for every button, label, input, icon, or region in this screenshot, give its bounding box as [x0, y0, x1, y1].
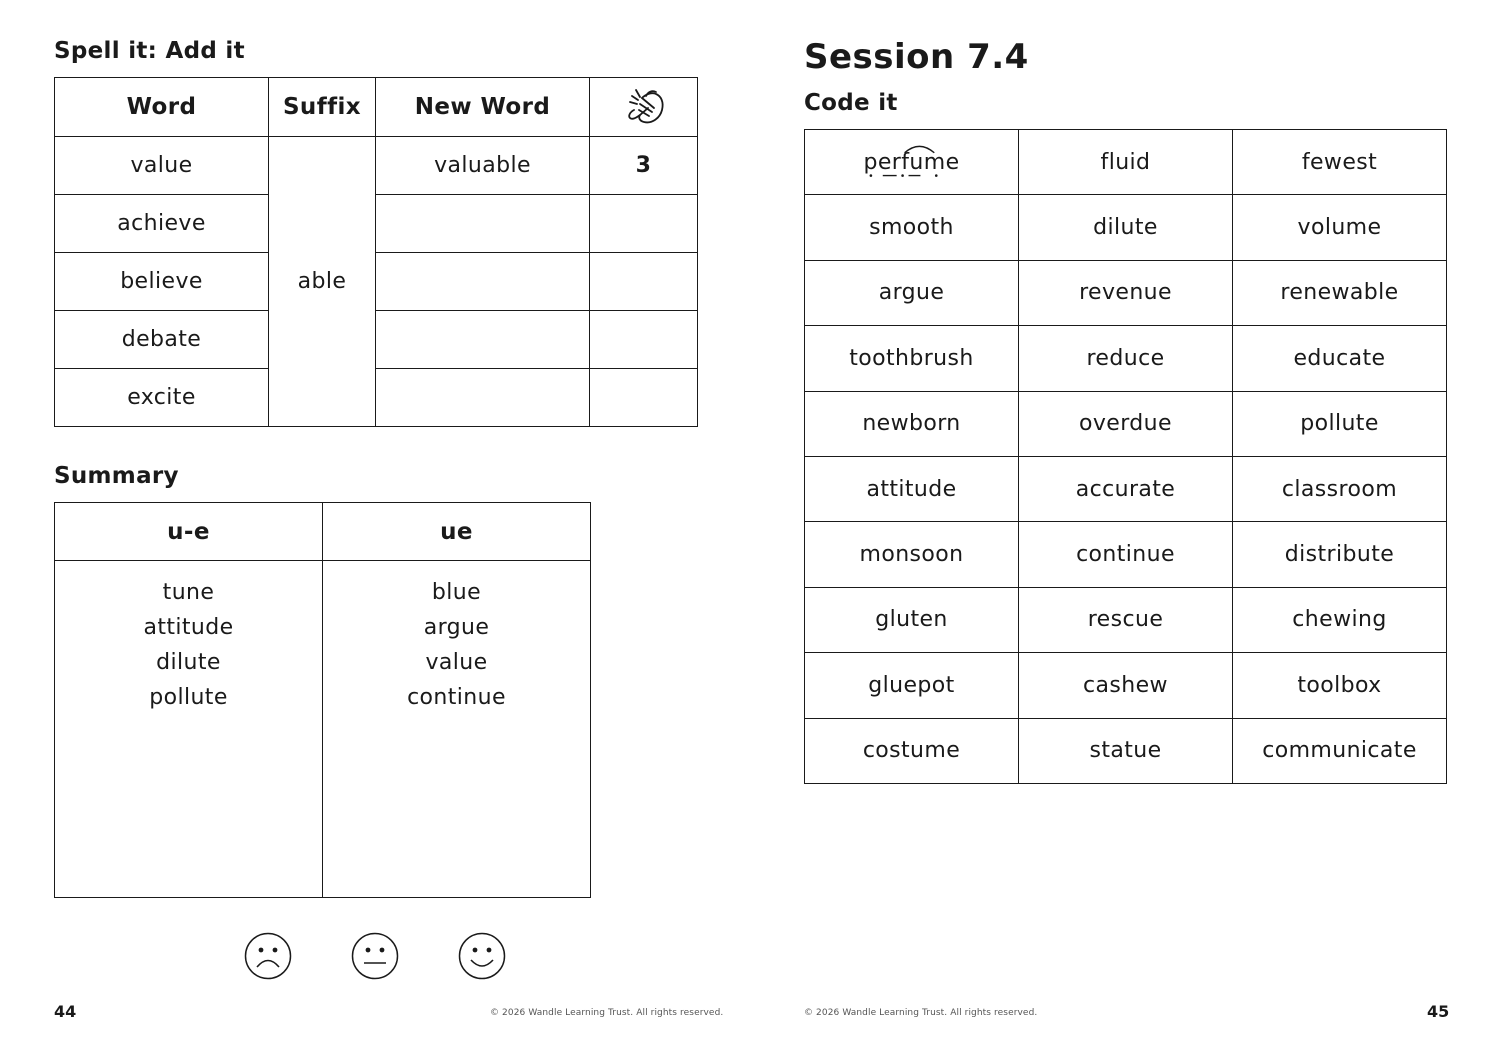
- summary-table: [54, 502, 591, 898]
- neutral-face-icon[interactable]: [351, 932, 399, 980]
- session-title: Session 7.4: [804, 37, 1029, 77]
- code-word-cell[interactable]: rescue: [1019, 587, 1233, 652]
- clapping-hands-icon: [618, 78, 670, 130]
- code-word-cell[interactable]: classroom: [1233, 456, 1447, 521]
- code-table: [804, 129, 1447, 784]
- code-word-cell[interactable]: overdue: [1019, 391, 1233, 456]
- page-number-left: 44: [54, 1002, 77, 1021]
- new-word-cell[interactable]: [376, 195, 590, 253]
- page-number-right: 45: [1427, 1002, 1450, 1021]
- code-word-cell[interactable]: toolbox: [1233, 653, 1447, 718]
- code-word-cell[interactable]: chewing: [1233, 587, 1447, 652]
- list-item: dilute: [156, 650, 221, 675]
- summary-heading: Summary: [54, 463, 179, 489]
- copyright-right: © 2026 Wandle Learning Trust. All rights reserved.: [804, 1008, 1038, 1018]
- header-word: Word: [55, 78, 269, 137]
- code-word-cell[interactable]: cashew: [1019, 653, 1233, 718]
- code-word-cell[interactable]: costume: [805, 718, 1019, 783]
- happy-face-icon[interactable]: [458, 932, 506, 980]
- ue-column: [323, 561, 591, 898]
- code-word-cell[interactable]: distribute: [1233, 522, 1447, 587]
- word-cell: believe: [55, 253, 269, 311]
- code-word-cell[interactable]: educate: [1233, 326, 1447, 391]
- syllable-cell[interactable]: [590, 253, 698, 311]
- code-word-cell[interactable]: fewest: [1233, 130, 1447, 195]
- code-word-cell[interactable]: toothbrush: [805, 326, 1019, 391]
- new-word-cell[interactable]: [376, 369, 590, 427]
- list-item: pollute: [149, 685, 228, 710]
- code-word-cell[interactable]: volume: [1233, 195, 1447, 260]
- code-word: perfume: [863, 149, 960, 175]
- u-e-column: [55, 561, 323, 898]
- self-assessment-faces: [244, 932, 508, 980]
- code-word-cell[interactable]: accurate: [1019, 456, 1233, 521]
- code-word-cell[interactable]: continue: [1019, 522, 1233, 587]
- syllable-cell[interactable]: [590, 195, 698, 253]
- spell-table: [54, 77, 698, 427]
- copyright-left: © 2026 Wandle Learning Trust. All rights reserved.: [490, 1008, 724, 1018]
- header-syllables: [590, 78, 698, 137]
- code-word-cell[interactable]: attitude: [805, 456, 1019, 521]
- suffix-cell: able: [269, 137, 376, 427]
- new-word-cell[interactable]: [376, 253, 590, 311]
- header-suffix: Suffix: [269, 78, 376, 137]
- code-heading: Code it: [804, 90, 898, 116]
- word-cell: achieve: [55, 195, 269, 253]
- code-word-cell[interactable]: gluten: [805, 587, 1019, 652]
- spell-heading: Spell it: Add it: [54, 38, 245, 64]
- code-word-cell[interactable]: pollute: [1233, 391, 1447, 456]
- syllable-cell[interactable]: [590, 369, 698, 427]
- code-word-cell[interactable]: statue: [1019, 718, 1233, 783]
- header-u-e: u-e: [55, 503, 323, 561]
- new-word-cell[interactable]: valuable: [376, 137, 590, 195]
- code-word-cell[interactable]: revenue: [1019, 260, 1233, 325]
- code-word-cell[interactable]: dilute: [1019, 195, 1233, 260]
- code-word-cell[interactable]: reduce: [1019, 326, 1233, 391]
- list-item: value: [425, 650, 488, 675]
- code-word-cell[interactable]: renewable: [1233, 260, 1447, 325]
- sad-face-icon[interactable]: [244, 932, 292, 980]
- header-ue: ue: [323, 503, 591, 561]
- syllable-cell[interactable]: 3: [590, 137, 698, 195]
- word-cell: value: [55, 137, 269, 195]
- code-word-cell[interactable]: argue: [805, 260, 1019, 325]
- code-word-cell[interactable]: fluid: [1019, 130, 1233, 195]
- list-item: continue: [407, 685, 506, 710]
- code-word-cell[interactable]: [805, 130, 1019, 195]
- list-item: attitude: [143, 615, 234, 640]
- word-cell: debate: [55, 311, 269, 369]
- code-word-cell[interactable]: communicate: [1233, 718, 1447, 783]
- header-new-word: New Word: [376, 78, 590, 137]
- code-word-cell[interactable]: newborn: [805, 391, 1019, 456]
- code-word-cell[interactable]: smooth: [805, 195, 1019, 260]
- code-word-cell[interactable]: gluepot: [805, 653, 1019, 718]
- list-item: blue: [431, 580, 482, 605]
- word-cell: excite: [55, 369, 269, 427]
- list-item: argue: [423, 615, 490, 640]
- list-item: tune: [162, 580, 215, 605]
- syllable-cell[interactable]: [590, 311, 698, 369]
- code-word-cell[interactable]: monsoon: [805, 522, 1019, 587]
- new-word-cell[interactable]: [376, 311, 590, 369]
